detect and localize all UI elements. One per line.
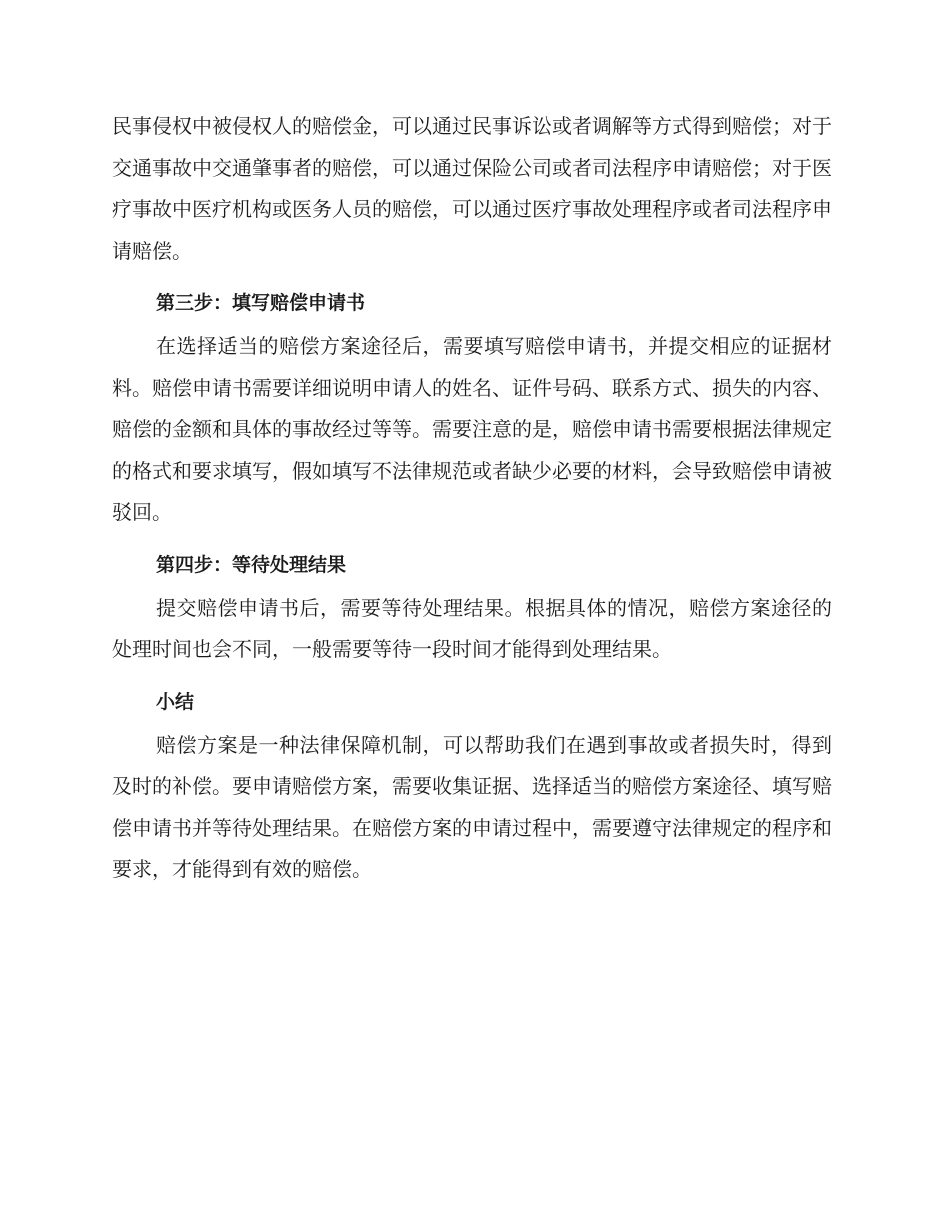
paragraph-step-four: 提交赔偿申请书后，需要等待处理结果。根据具体的情况，赔偿方案途径的处理时间也会不同，一般需要等待一段时间才能得到处理结果。 xyxy=(112,595,832,661)
paragraph-summary: 赔偿方案是一种法律保障机制，可以帮助我们在遇到事故或者损失时，得到及时的补偿。要申请赔偿方案，需要收集证据、选择适当的赔偿方案途径、填写赔偿申请书并等待处理结果。在赔偿方案的申请过程中，需要遵守法律规定的程序和要求，才能得到有效的赔偿。 xyxy=(112,732,832,881)
heading-step-four: 第四步：等待处理结果 xyxy=(156,553,347,576)
heading-summary: 小结 xyxy=(156,690,195,713)
paragraph-step-three: 在选择适当的赔偿方案途径后，需要填写赔偿申请书，并提交相应的证据材料。赔偿申请书需要详细说明申请人的姓名、证件号码、联系方式、损失的内容、赔偿的金额和具体的事故经过等等。需要注意的是，赔偿申请书需要根据法律规定的格式和要求填写，假如填写不法律规范或者缺少必要的材料，会导致赔偿申请被驳回。 xyxy=(112,334,832,524)
document-body xyxy=(112,106,832,891)
paragraph-compensation-channels: 民事侵权中被侵权人的赔偿金，可以通过民事诉讼或者调解等方式得到赔偿；对于交通事故中交通肇事者的赔偿，可以通过保险公司或者司法程序申请赔偿；对于医疗事故中医疗机构或医务人员的赔偿，可以通过医疗事故处理程序或者司法程序申请赔偿。 xyxy=(112,114,832,263)
heading-step-three: 第三步：填写赔偿申请书 xyxy=(156,292,366,314)
